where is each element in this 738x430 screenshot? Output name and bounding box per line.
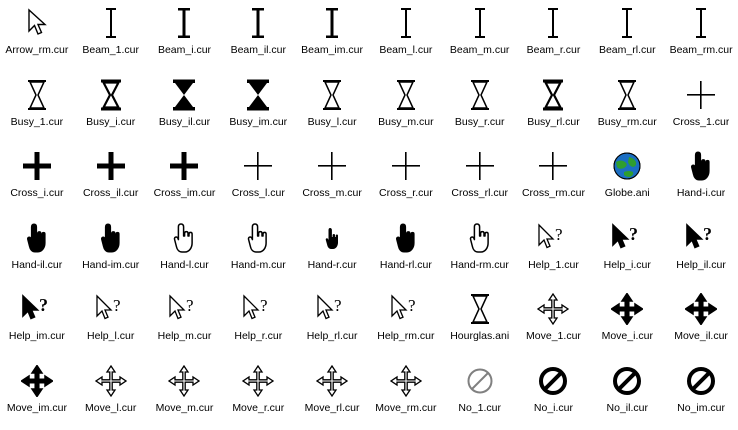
move-thin-icon [148, 358, 221, 402]
cursor-file-label: Cross_i.cur [10, 187, 64, 200]
cursor-file-item[interactable] [0, 215, 74, 287]
crosshair-bold-icon [148, 143, 221, 187]
cursor-file-label: Hand-rl.cur [379, 258, 432, 271]
cursor-file-item[interactable] [295, 286, 369, 358]
cursor-file-label: Help_rl.cur [306, 330, 358, 343]
cursor-file-label: Cross_m.cur [302, 187, 362, 200]
ibeam-cursor-icon [74, 0, 147, 44]
cursor-file-item[interactable] [148, 0, 222, 72]
cursor-file-item[interactable] [148, 72, 222, 144]
cursor-file-item[interactable] [443, 286, 517, 358]
move-thin-icon [222, 358, 295, 402]
svg-text:?: ? [186, 296, 195, 316]
help-arrow-thin-icon [369, 286, 442, 330]
cursor-file-item[interactable] [148, 286, 222, 358]
cursor-file-label: Cross_rl.cur [451, 187, 508, 200]
cursor-file-item[interactable] [443, 0, 517, 72]
cursor-file-label: Help_il.cur [676, 258, 726, 271]
cursor-file-item[interactable] [369, 0, 443, 72]
svg-text:?: ? [407, 296, 416, 316]
cursor-file-label: Busy_rl.cur [527, 115, 580, 128]
cursor-file-label: Hand-r.cur [307, 258, 357, 271]
cursor-file-label: Help_i.cur [603, 258, 651, 271]
pointing-hand-filled-icon [665, 143, 738, 187]
svg-text:?: ? [112, 296, 121, 316]
cursor-file-label: Cross_l.cur [231, 187, 285, 200]
hourglass-icon [296, 72, 369, 116]
cursor-file-item[interactable] [74, 358, 148, 430]
crosshair-thin-icon [296, 143, 369, 187]
hourglass-icon [0, 72, 73, 116]
help-arrow-thin-icon [517, 215, 590, 259]
cursor-file-item[interactable] [664, 358, 738, 430]
crosshair-bold-icon [74, 143, 147, 187]
cursor-file-label: Hand-rm.cur [450, 258, 509, 271]
cursor-file-label: No_1.cur [458, 401, 501, 414]
cursor-file-label: Busy_l.cur [307, 115, 357, 128]
cursor-file-item[interactable] [369, 143, 443, 215]
cursor-file-label: Move_m.cur [155, 401, 214, 414]
cursor-file-item[interactable] [517, 143, 591, 215]
cursor-file-label: Move_rm.cur [375, 401, 437, 414]
pointing-hand-filled-icon [369, 215, 442, 259]
cursor-file-label: Busy_1.cur [10, 115, 64, 128]
cursor-file-item[interactable] [664, 215, 738, 287]
cursor-file-label: Move_r.cur [232, 401, 285, 414]
cursor-file-item[interactable] [0, 286, 74, 358]
cursor-file-item[interactable] [74, 286, 148, 358]
cursor-file-label: Move_l.cur [85, 401, 137, 414]
cursor-file-label: Move_i.cur [601, 330, 653, 343]
cursor-file-item[interactable] [295, 358, 369, 430]
hourglass-filled-icon [148, 72, 221, 116]
cursor-file-item[interactable] [0, 72, 74, 144]
hourglass-icon [591, 72, 664, 116]
cursor-file-item[interactable] [664, 72, 738, 144]
cursor-file-label: Beam_l.cur [379, 44, 433, 56]
cursor-file-item[interactable] [148, 215, 222, 287]
cursor-file-label: Cross_il.cur [82, 187, 139, 200]
hourglass-bold-icon [74, 72, 147, 116]
cursor-file-item[interactable] [0, 0, 74, 72]
ibeam-cursor-icon [591, 0, 664, 44]
ibeam-cursor-icon [517, 0, 590, 44]
cursor-file-label: Busy_m.cur [378, 115, 434, 128]
move-thin-icon [296, 358, 369, 402]
cursor-file-label: Cross_rm.cur [521, 187, 585, 200]
cursor-file-item[interactable] [0, 143, 74, 215]
cursor-file-label: Move_1.cur [526, 330, 581, 343]
cursor-file-item[interactable] [590, 143, 664, 215]
cursor-file-label: Hand-il.cur [11, 258, 63, 271]
no-bold-icon [591, 358, 664, 402]
svg-text:?: ? [555, 224, 564, 244]
crosshair-thin-icon [222, 143, 295, 187]
cursor-file-item[interactable] [664, 143, 738, 215]
cursor-file-label: Hourglas.ani [450, 330, 510, 343]
cursor-file-label: Hand-i.cur [676, 187, 726, 200]
cursor-file-label: Beam_rl.cur [598, 44, 656, 56]
no-bold-icon [517, 358, 590, 402]
help-arrow-thin-icon [296, 286, 369, 330]
cursor-file-item[interactable] [443, 215, 517, 287]
help-arrow-bold-icon [591, 215, 664, 259]
cursor-file-item[interactable] [590, 286, 664, 358]
pointing-hand-outline-icon [148, 215, 221, 259]
cursor-file-label: Cross_r.cur [379, 187, 433, 200]
cursor-file-item[interactable] [517, 358, 591, 430]
crosshair-thin-icon [665, 72, 738, 116]
cursor-file-label: Help_rm.cur [377, 330, 435, 343]
cursor-file-item[interactable] [148, 358, 222, 430]
cursor-file-label: Help_m.cur [157, 330, 212, 343]
cursor-file-label: Busy_r.cur [454, 115, 505, 128]
cursor-file-label: Globe.ani [604, 187, 650, 200]
svg-text:?: ? [629, 223, 639, 244]
cursor-file-label: Beam_1.cur [82, 44, 139, 56]
hourglass-bold-icon [517, 72, 590, 116]
hourglass-icon [443, 286, 516, 330]
cursor-file-label: Help_r.cur [234, 330, 283, 343]
ibeam-cursor-icon [665, 0, 738, 44]
cursor-file-item[interactable] [664, 0, 738, 72]
help-arrow-thin-icon [74, 286, 147, 330]
pointing-hand-small-icon [296, 215, 369, 259]
cursor-file-item[interactable] [590, 0, 664, 72]
cursor-file-label: Move_rl.cur [304, 401, 360, 414]
move-bold-icon [591, 286, 664, 330]
cursor-file-label: Move_il.cur [674, 330, 728, 343]
move-thin-icon [74, 358, 147, 402]
svg-text:?: ? [260, 296, 268, 316]
cursor-file-item[interactable] [664, 286, 738, 358]
cursor-file-label: Help_im.cur [8, 330, 65, 343]
cursor-file-label: No_i.cur [533, 401, 574, 414]
cursor-file-label: Help_1.cur [528, 258, 579, 271]
cursor-file-item[interactable] [590, 215, 664, 287]
no-thin-icon [443, 358, 516, 402]
cursor-file-item[interactable] [74, 215, 148, 287]
help-arrow-thin-icon [222, 286, 295, 330]
cursor-file-item[interactable] [590, 358, 664, 430]
cursor-file-item[interactable] [517, 0, 591, 72]
help-arrow-thin-icon [148, 286, 221, 330]
cursor-file-item[interactable] [221, 286, 295, 358]
cursor-file-item[interactable] [221, 72, 295, 144]
cursor-file-item[interactable] [221, 0, 295, 72]
cursor-file-item[interactable] [295, 72, 369, 144]
cursor-file-item[interactable] [74, 72, 148, 144]
ibeam-cursor-icon [443, 0, 516, 44]
cursor-file-label: No_im.cur [677, 401, 725, 414]
crosshair-thin-icon [443, 143, 516, 187]
ibeam-cursor-icon [369, 0, 442, 44]
cursor-file-item[interactable] [74, 143, 148, 215]
hourglass-filled-icon [222, 72, 295, 116]
ibeam-bold-cursor-icon [222, 0, 295, 44]
cursor-file-item[interactable] [369, 358, 443, 430]
cursor-file-item[interactable] [369, 72, 443, 144]
cursor-file-label: Cross_im.cur [153, 187, 216, 200]
crosshair-bold-icon [0, 143, 73, 187]
no-bold-icon [665, 358, 738, 402]
cursor-file-item[interactable] [369, 286, 443, 358]
globe-icon [591, 143, 664, 187]
cursor-file-label: Beam_rm.cur [669, 44, 733, 56]
cursor-file-label: Busy_im.cur [229, 115, 288, 128]
cursor-file-item[interactable] [517, 286, 591, 358]
move-bold-icon [0, 358, 73, 402]
cursor-file-item[interactable] [0, 358, 74, 430]
crosshair-thin-icon [517, 143, 590, 187]
svg-text:?: ? [703, 223, 713, 244]
move-bold-icon [665, 286, 738, 330]
crosshair-thin-icon [369, 143, 442, 187]
cursor-file-label: Beam_r.cur [526, 44, 581, 56]
cursor-file-item[interactable] [443, 143, 517, 215]
cursor-file-item[interactable] [590, 72, 664, 144]
cursor-file-label: Beam_im.cur [301, 44, 364, 56]
hourglass-icon [443, 72, 516, 116]
cursor-file-item[interactable] [443, 72, 517, 144]
cursor-file-item[interactable] [295, 0, 369, 72]
cursor-file-label: Move_im.cur [6, 401, 67, 414]
cursor-file-item[interactable] [369, 215, 443, 287]
svg-text:?: ? [334, 296, 342, 316]
cursor-file-label: Cross_1.cur [672, 115, 730, 128]
move-thin-icon [517, 286, 590, 330]
ibeam-bold-cursor-icon [148, 0, 221, 44]
cursor-file-label: No_il.cur [606, 401, 648, 414]
cursor-file-label: Arrow_rm.cur [5, 44, 69, 56]
cursor-file-item[interactable] [295, 215, 369, 287]
cursor-file-label: Help_l.cur [87, 330, 135, 343]
hourglass-icon [369, 72, 442, 116]
cursor-file-item[interactable] [221, 358, 295, 430]
ibeam-bold-cursor-icon [296, 0, 369, 44]
cursor-file-label: Hand-m.cur [230, 258, 286, 271]
cursor-file-label: Busy_il.cur [158, 115, 211, 128]
cursor-file-item[interactable] [74, 0, 148, 72]
cursor-file-label: Busy_rm.cur [597, 115, 657, 128]
pointing-hand-filled-icon [0, 215, 73, 259]
cursor-file-label: Hand-l.cur [160, 258, 209, 271]
svg-text:?: ? [38, 295, 48, 316]
help-arrow-bold-icon [0, 286, 73, 330]
cursor-file-item[interactable] [148, 143, 222, 215]
pointing-hand-outline-icon [222, 215, 295, 259]
pointing-hand-filled-icon [74, 215, 147, 259]
move-thin-icon [369, 358, 442, 402]
cursor-file-item[interactable] [221, 215, 295, 287]
cursor-file-item[interactable] [221, 143, 295, 215]
arrow-cursor-icon [0, 0, 73, 44]
cursor-file-label: Beam_i.cur [157, 44, 212, 56]
cursor-file-label: Hand-im.cur [82, 258, 140, 271]
cursor-file-item[interactable] [517, 215, 591, 287]
help-arrow-bold-icon [665, 215, 738, 259]
cursor-file-label: Beam_m.cur [449, 44, 510, 56]
cursor-file-item[interactable] [295, 143, 369, 215]
cursor-file-item[interactable] [443, 358, 517, 430]
pointing-hand-outline-icon [443, 215, 516, 259]
cursor-file-item[interactable] [517, 72, 591, 144]
cursor-file-label: Busy_i.cur [86, 115, 136, 128]
cursor-file-label: Beam_il.cur [230, 44, 287, 56]
